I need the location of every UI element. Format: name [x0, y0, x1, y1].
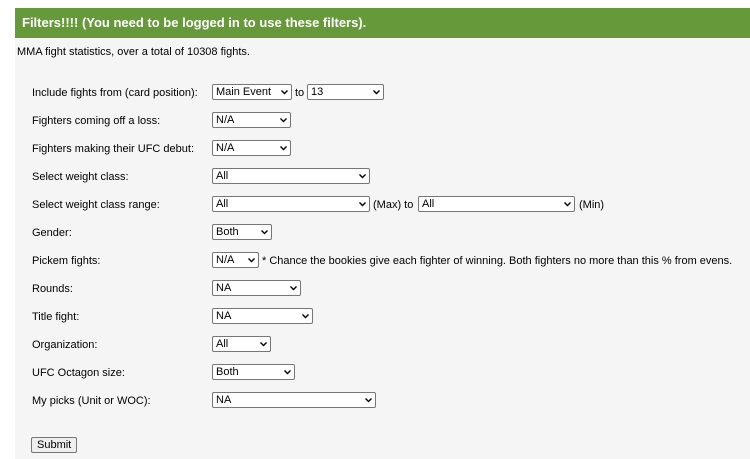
- chevron-down-icon: [373, 89, 379, 95]
- weight-class-select[interactable]: All: [212, 168, 370, 184]
- ufc-debut-label: Fighters making their UFC debut:: [32, 143, 195, 155]
- panel-header: Filters!!!! (You need to be logged in to use these filters).: [15, 8, 750, 38]
- title-fight-select[interactable]: NA: [212, 308, 313, 324]
- filters-panel: [15, 8, 750, 459]
- weight-class-label: Select weight class:: [32, 171, 129, 183]
- weight-range-max-select[interactable]: All: [212, 196, 370, 212]
- card-position-to-select[interactable]: 13: [307, 84, 384, 100]
- ufc-debut-select[interactable]: N/A: [212, 140, 291, 156]
- chevron-down-icon: [290, 285, 296, 291]
- off-loss-label: Fighters coming off a loss:: [32, 115, 161, 127]
- chevron-down-icon: [281, 89, 287, 95]
- rounds-label: Rounds:: [32, 283, 73, 295]
- chevron-down-icon: [564, 201, 570, 207]
- my-picks-label: My picks (Unit or WOC):: [32, 395, 151, 407]
- card-position-from-select[interactable]: Main Event: [212, 84, 292, 100]
- weight-range-max-text: (Max) to: [373, 199, 414, 211]
- off-loss-select[interactable]: N/A: [212, 112, 291, 128]
- chevron-down-icon: [260, 341, 266, 347]
- octagon-size-label: UFC Octagon size:: [32, 367, 125, 379]
- chevron-down-icon: [359, 173, 365, 179]
- pickem-select[interactable]: N/A: [212, 252, 259, 268]
- chevron-down-icon: [284, 369, 290, 375]
- octagon-size-select[interactable]: Both: [212, 364, 295, 380]
- weight-range-min-select[interactable]: All: [418, 196, 575, 212]
- chevron-down-icon: [280, 117, 286, 123]
- chevron-down-icon: [365, 397, 371, 403]
- card-position-to-text: to: [295, 87, 305, 99]
- chevron-down-icon: [359, 201, 365, 207]
- fight-summary: MMA fight statistics, over a total of 10308 fights.: [17, 46, 250, 58]
- chevron-down-icon: [261, 229, 267, 235]
- pickem-label: Pickem fights:: [32, 255, 101, 267]
- rounds-select[interactable]: NA: [212, 280, 301, 296]
- gender-label: Gender:: [32, 227, 72, 239]
- organization-label: Organization:: [32, 339, 98, 351]
- chevron-down-icon: [280, 145, 286, 151]
- title-fight-label: Title fight:: [32, 311, 80, 323]
- my-picks-select[interactable]: NA: [212, 392, 376, 408]
- weight-range-min-text: (Min): [579, 199, 605, 211]
- weight-range-label: Select weight class range:: [32, 199, 160, 211]
- chevron-down-icon: [248, 257, 254, 263]
- card-position-label: Include fights from (card position):: [32, 87, 198, 99]
- submit-button[interactable]: Submit: [31, 437, 77, 453]
- organization-select[interactable]: All: [212, 336, 271, 352]
- pickem-note: * Chance the bookies give each fighter of winning. Both fighters no more than this % from evens.: [262, 255, 733, 267]
- chevron-down-icon: [302, 313, 308, 319]
- gender-select[interactable]: Both: [212, 224, 272, 240]
